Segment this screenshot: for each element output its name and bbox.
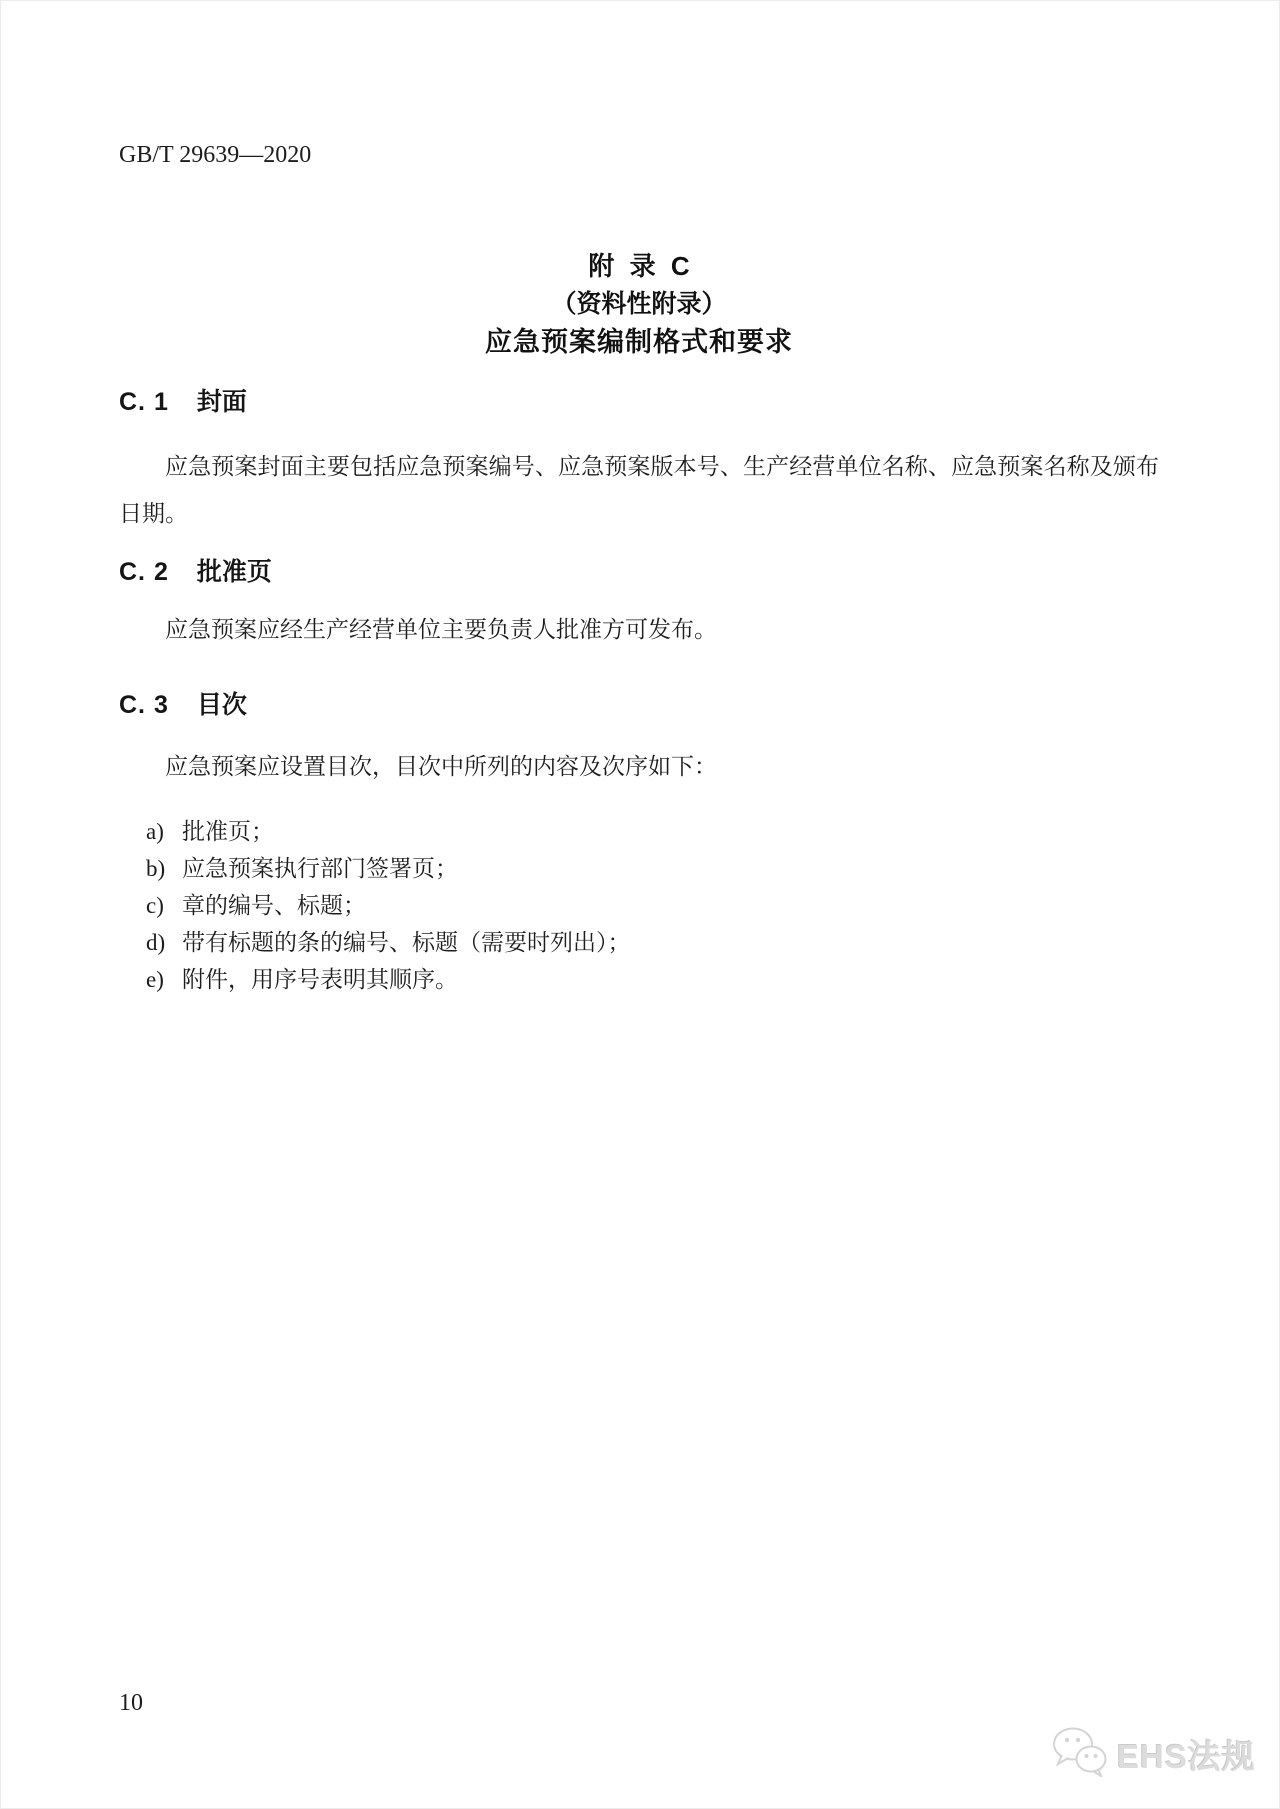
list-item (119, 961, 1159, 998)
list-item (119, 813, 1159, 850)
list-item (119, 850, 1159, 887)
list-marker: d) (146, 930, 166, 955)
watermark-label: EHS法规 (1117, 1738, 1256, 1775)
section-title: 批准页 (196, 558, 272, 586)
wechat-icon (1051, 1727, 1109, 1782)
section-title: 封面 (196, 388, 247, 416)
section-number: C. 1 (119, 388, 169, 416)
list-text: 附件，用序号表明其顺序。 (182, 967, 458, 992)
section-number: C. 3 (119, 691, 169, 719)
section-paragraph-c1: 应急预案封面主要包括应急预案编号、应急预案版本号、生产经营单位名称、应急预案名称及颁布日期。 (119, 454, 1159, 526)
list-text: 带有标题的条的编号、标题（需要时列出）； (182, 930, 631, 955)
list-marker: a) (146, 819, 164, 844)
section-paragraph-c3: 应急预案应设置目次，目次中所列的内容及次序如下： (165, 754, 717, 779)
appendix-subtitle-name: 应急预案编制格式和要求 (485, 327, 793, 357)
list-item (119, 887, 1159, 924)
list-marker: b) (146, 856, 166, 881)
list-text: 章的编号、标题； (182, 893, 366, 918)
section-heading-c1 (119, 390, 1159, 415)
list-marker: c) (146, 893, 164, 918)
list-marker: e) (146, 967, 164, 992)
page-content (119, 252, 1159, 998)
section-paragraph-c2: 应急预案应经生产经营单位主要负责人批准方可发布。 (165, 617, 717, 642)
watermark (1051, 1727, 1256, 1782)
list-text: 批准页； (182, 819, 274, 844)
appendix-title-block (119, 252, 1159, 357)
toc-item-list (119, 813, 1159, 998)
section-heading-c2 (119, 560, 1159, 585)
section-number: C. 2 (119, 558, 169, 586)
section-title: 目次 (196, 691, 247, 719)
section-heading-c3 (119, 693, 1159, 718)
list-item (119, 924, 1159, 961)
appendix-subtitle-informative: （资料性附录） (551, 290, 727, 318)
page-number: 10 (119, 1690, 143, 1716)
appendix-title: 附 录 C (588, 251, 690, 281)
list-text: 应急预案执行部门签署页； (182, 856, 458, 881)
standard-number-header: GB/T 29639—2020 (119, 142, 312, 168)
